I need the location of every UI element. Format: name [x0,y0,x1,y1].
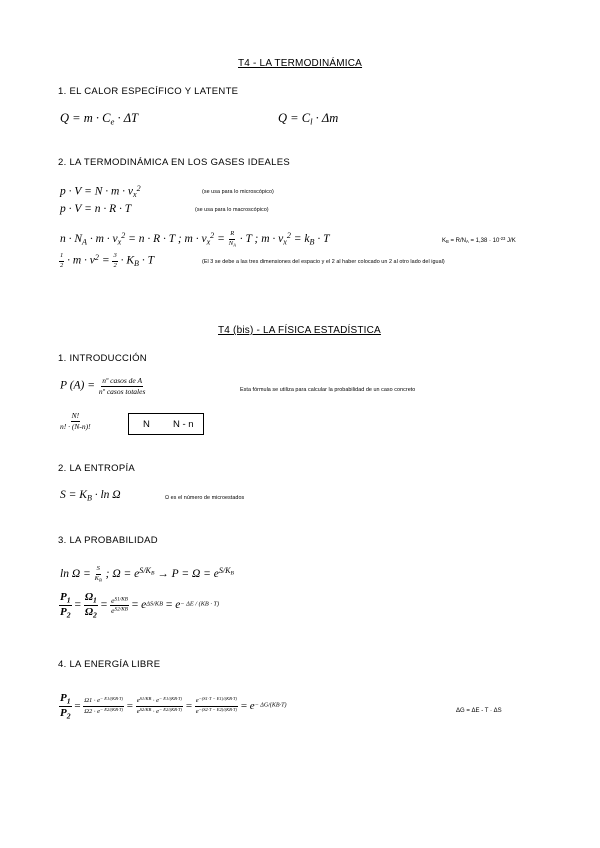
formula-ratio-probabilidades: $\frac{P_1}{P_2}$ = $\frac{\Omega_1}{\Omega_2}$ = $\frac{e^{S1/KB}}{e^{S2/KB}}$ = $e^{\Delta S/KB} = e^{- \Delta E / (KB \cdot T)}$ [60,591,220,620]
note-macro: (se usa para lo macroscópico) [195,207,269,213]
section-heading-energia-libre: 4. LA ENERGÍA LIBRE [58,659,161,670]
section-heading-probabilidad: 3. LA PROBABILIDAD [58,535,158,546]
formula-kinetic-energy: $\frac{1}{2}$ · $m \cdot v^2$ = $\frac{3}{2}$ · $K_B \cdot T$ [60,252,154,269]
box-label-n: N [143,419,150,430]
boltzmann-constant: $K_B = R/N_A = 1,38 \cdot 10^{-23}$ J/K [442,236,516,245]
formula-probabilidad-clasica: P (A) = $\frac{\text{nº casos de A}}{\text{nº casos totales}}$ [60,376,146,396]
formula-ln-omega: ln Ω = $\frac{S}{K_B}$ ; $\Omega = e^{S/K_B} \to P = \Omega = e^{S/K_B}$ [60,565,234,582]
section-heading-calor: 1. EL CALOR ESPECÍFICO Y LATENTE [58,86,239,97]
note-probabilidad: Esta fórmula se utiliza para calcular la probabilidad de un caso concreto [240,387,416,393]
note-three-dimensions: (El 3 se debe a las tres dimensiones del espacio y el 2 al haber colocado un 2 al otro lado del igual) [202,259,445,265]
formula-gas-micro: $p \cdot V = N \cdot m \cdot v_x^2$ [60,184,141,200]
section-heading-gases: 2. LA TERMODINÁMICA EN LOS GASES IDEALES [58,157,290,168]
formula-gas-equivalence: $n \cdot N_A \cdot m \cdot v_x^2 = n \cdot R \cdot T$ ; $m \cdot v_x^2$ = $\frac{R}{N_A}$ · T ; $m \cdot v_x^2 = k_B \cdot T$ [60,230,330,247]
formula-energia-libre: $\frac{P_1}{P_2}$ = $\frac{\Omega 1 \cdot e^{- E1/(KB\cdot T)}}{\Omega 2 \cdot e^{- E2/(KB\cdot T)}}$ = $\frac{e^{S1/KB} \cdot e^{- E1/(KB\cdot T)}}{e^{S2/KB} \cdot e^{- E2/(KB\cdot T)}}$ = $\frac{e^{-(S1\cdot T - E1)/(KB\cdot T)}}{e^{-(S2\cdot T - E2)/(KB\cdot T)}}$ = $e^{- \Delta G/(KB\cdot T)}$ [60,692,287,721]
box-n-vs-n-minus-n [128,413,204,435]
formula-gas-macro: p · V = n · R · T [60,203,132,215]
section-heading-introduccion: 1. INTRODUCCIÓN [58,353,147,364]
formula-calor-especifico: $Q = m \cdot C_e \cdot \Delta T$ [60,111,139,127]
note-microestados: Ω es el número de microestados [165,495,245,501]
section-title-fisica-estadistica: T4 (bis) - LA FÍSICA ESTADÍSTICA [218,325,381,336]
formula-calor-latente: $Q = C_l \cdot \Delta m$ [278,111,339,127]
note-micro: (se usa para lo microscópico) [202,189,274,195]
box-label-n-minus-n: N - n [173,419,194,430]
formula-combinatoria: $\frac{N!}{n! \cdot (N-n)!}$ [60,411,91,431]
section-heading-entropia: 2. LA ENTROPÍA [58,463,136,474]
note-gibbs: ΔG = ΔE - T · ΔS [456,708,502,714]
formula-entropia: $S = K_B \cdot \ln \Omega$ [60,489,121,503]
page-title: T4 - LA TERMODINÁMICA [238,58,363,69]
